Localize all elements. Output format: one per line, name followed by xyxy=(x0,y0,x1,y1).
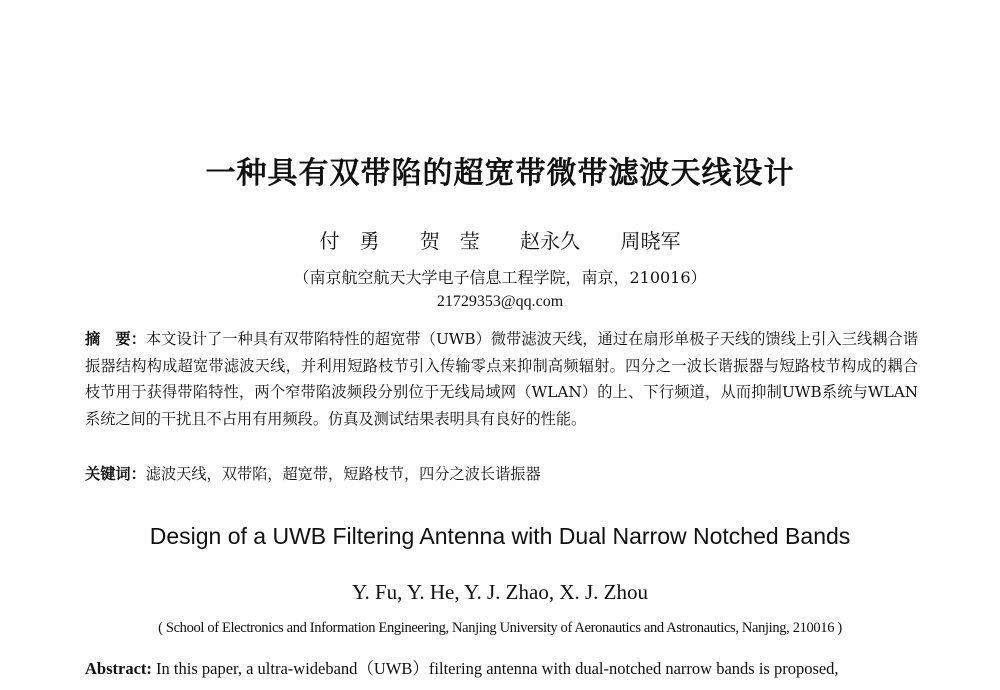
english-abstract xyxy=(85,656,918,682)
author-2: 贺 莹 xyxy=(419,229,480,253)
author-email: 21729353@qq.com xyxy=(436,293,564,310)
english-abstract-label: Abstract: xyxy=(85,659,152,678)
english-affiliation: ( School of Electronics and Information Engineering, Nanjing University of Aeronautics and Astronautics, Nanjing, 210016 ) xyxy=(158,620,842,636)
author-4: 周晓军 xyxy=(620,229,681,253)
author-3: 赵永久 xyxy=(520,229,581,253)
keywords-text: 滤波天线，双带陷，超宽带，短路枝节，四分之波长谐振器 xyxy=(145,465,541,483)
abstract-text: 本文设计了一种具有双带陷特性的超宽带（UWB）微带滤波天线，通过在扇形单极子天线的馈线上引入三线耦合谐振器结构构成超宽带滤波天线，并利用短路枝节引入传输零点来抑制高频辐射。四分之一波长谐振器与短路枝节构成的耦合枝节用于获得带陷特性，两个窄带陷波频段分别位于无线局域网（WLAN）的上、下行频道，从而抑制UWB系统与WLAN系统之间的干扰且不占用有用频段。仿真及测试结果表明具有良好的性能。 xyxy=(85,330,919,428)
keywords-label: 关键词： xyxy=(85,465,146,483)
chinese-affiliation: （南京航空航天大学电子信息工程学院，南京，210016） xyxy=(293,268,707,287)
author-1: 付 勇 xyxy=(319,229,380,253)
chinese-abstract xyxy=(85,326,918,432)
english-abstract-text: In this paper, a ultra-wideband（UWB）filtering antenna with dual-notched narrow bands is proposed, xyxy=(156,659,839,678)
chinese-title: 一种具有双带陷的超宽带微带滤波天线设计 xyxy=(205,156,795,191)
english-title: Design of a UWB Filtering Antenna with Dual Narrow Notched Bands xyxy=(149,523,851,549)
chinese-keywords xyxy=(85,462,918,486)
abstract-label: 摘 要： xyxy=(85,330,147,348)
chinese-authors xyxy=(0,225,1000,254)
english-authors: Y. Fu, Y. He, Y. J. Zhao, X. J. Zhou xyxy=(352,580,648,604)
